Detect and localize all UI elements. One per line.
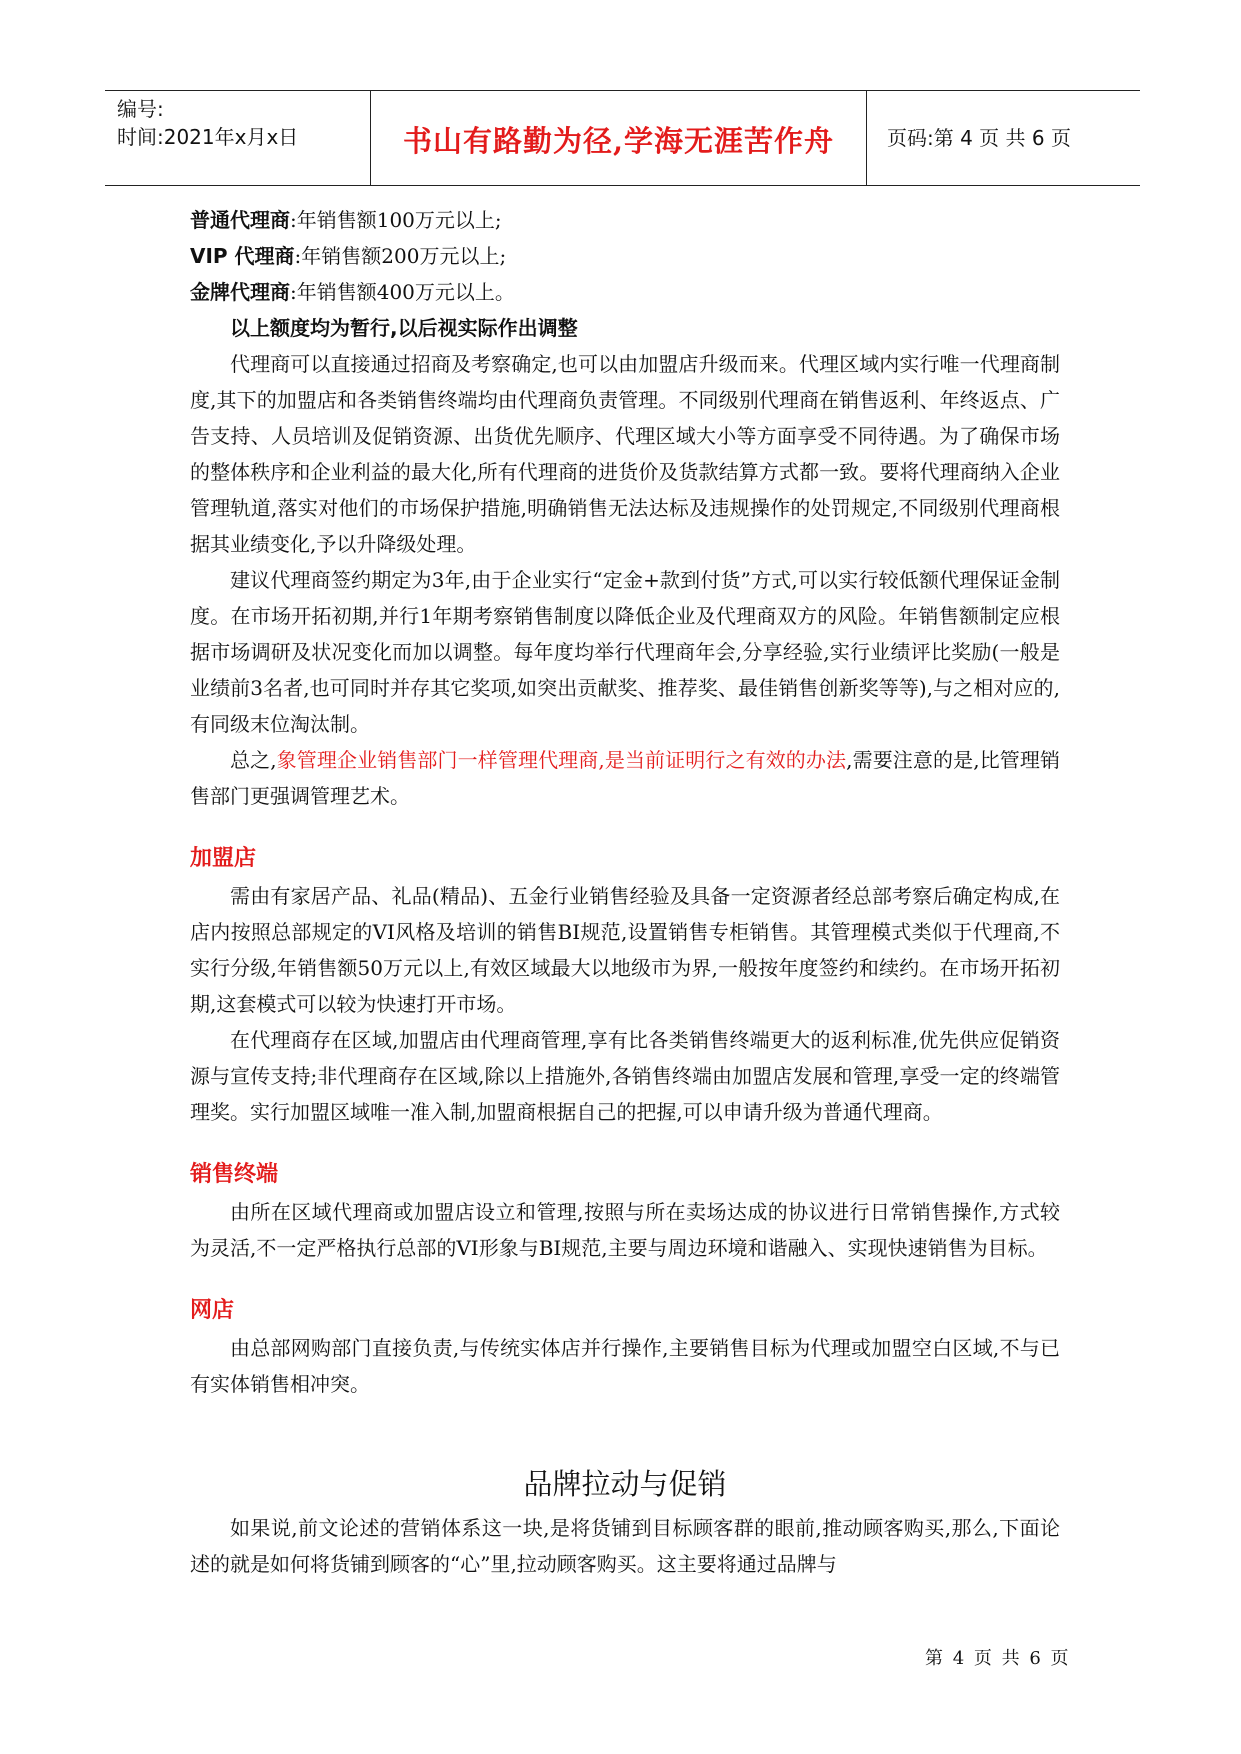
paragraph-agent-contract: 建议代理商签约期定为3年,由于企业实行“定金+款到付货”方式,可以实行较低额代理保证金制度。在市场开拓初期,并行1年期考察销售制度以降低企业及代理商双方的风险。年销售额制定应根据市场调研及状况变化而加以调整。每年度均举行代理商年会,分享经验,实行业绩评比奖励(一般是业绩前3名者,也可同时并存其它奖项,如突出贡献奖、推荐奖、最佳销售创新奖等等),与之相对应的,有同级末位淘汰制。 [190, 568, 1060, 736]
level-desc: :年销售额200万元以上; [294, 244, 507, 268]
doc-time-label: 时间:2021年x月x日 [117, 125, 299, 149]
paragraph-franchise-2: 在代理商存在区域,加盟店由代理商管理,享有比各类销售终端更大的返利标准,优先供应促销资源与宣传支持;非代理商存在区域,除以上措施外,各销售终端由加盟店发展和管理,享受一定的终端管理奖。实行加盟区域唯一准入制,加盟商根据自己的把握,可以申请升级为普通代理商。 [190, 1028, 1060, 1124]
section-heading-terminal: 销售终端 [190, 1162, 279, 1187]
section-heading-franchise: 加盟店 [190, 846, 257, 871]
document-body [190, 202, 1060, 1582]
level-name: 普通代理商 [190, 208, 290, 232]
page-header [105, 90, 1140, 186]
level-name: 金牌代理商 [190, 280, 290, 304]
paragraph-agent-summary [190, 742, 1060, 814]
doc-number-label: 编号: [117, 97, 164, 121]
agent-level-1 [190, 202, 1060, 238]
paragraph-terminal: 由所在区域代理商或加盟店设立和管理,按照与所在卖场达成的协议进行日常销售操作,方式较为灵活,不一定严格执行总部的VI形象与BI规范,主要与周边环境和谐融入、实现快速销售为目标。 [190, 1200, 1060, 1260]
level-desc: :年销售额400万元以上。 [290, 280, 515, 304]
paragraph-agent-system: 代理商可以直接通过招商及考察确定,也可以由加盟店升级而来。代理区域内实行唯一代理商制度,其下的加盟店和各类销售终端均由代理商负责管理。不同级别代理商在销售返利、年终返点、广告支持、人员培训及促销资源、出货优先顺序、代理区域大小等方面享受不同待遇。为了确保市场的整体秩序和企业利益的最大化,所有代理商的进货价及货款结算方式都一致。要将代理商纳入企业管理轨道,落实对他们的市场保护措施,明确销售无法达标及违规操作的处罚规定,不同级别代理商根据其业绩变化,予以升降级处理。 [190, 352, 1060, 556]
header-slogan: 书山有路勤为径,学海无涯苦作舟 [402, 124, 835, 158]
level-name: VIP 代理商 [190, 244, 295, 268]
header-meta [117, 91, 367, 189]
paragraph-brand-intro: 如果说,前文论述的营销体系这一块,是将货铺到目标顾客群的眼前,推动顾客购买,那么,下面论述的就是如何将货铺到顾客的“心”里,拉动顾客购买。这主要将通过品牌与 [190, 1516, 1060, 1576]
chapter-title: 品牌拉动与促销 [523, 1467, 727, 1501]
header-slogan-cell [370, 91, 867, 185]
page-footer: 第 4 页 共 6 页 [925, 1648, 1071, 1669]
quota-note: 以上额度均为暂行,以后视实际作出调整 [230, 316, 578, 340]
summary-lead: 总之, [230, 748, 277, 772]
summary-highlight: 象管理企业销售部门一样管理代理商,是当前证明行之有效的办法 [276, 748, 847, 772]
summary-tail: ,需要注意的是,比管理销售部门更强调管理艺术。 [190, 748, 1061, 808]
agent-level-3 [190, 274, 1060, 310]
paragraph-franchise-1: 需由有家居产品、礼品(精品)、五金行业销售经验及具备一定资源者经总部考察后确定构成,在店内按照总部规定的VI风格及培训的销售BI规范,设置销售专柜销售。其管理模式类似于代理商,不实行分级,年销售额50万元以上,有效区域最大以地级市为界,一般按年度签约和续约。在市场开拓初期,这套模式可以较为快速打开市场。 [190, 884, 1060, 1016]
section-heading-online-store: 网店 [190, 1298, 235, 1323]
paragraph-online-store: 由总部网购部门直接负责,与传统实体店并行操作,主要销售目标为代理或加盟空白区域,不与已有实体销售相冲突。 [190, 1336, 1060, 1396]
header-page-info: 页码:第 4 页 共 6 页 [887, 126, 1071, 150]
agent-level-2 [190, 238, 1060, 274]
level-desc: :年销售额100万元以上; [290, 208, 502, 232]
